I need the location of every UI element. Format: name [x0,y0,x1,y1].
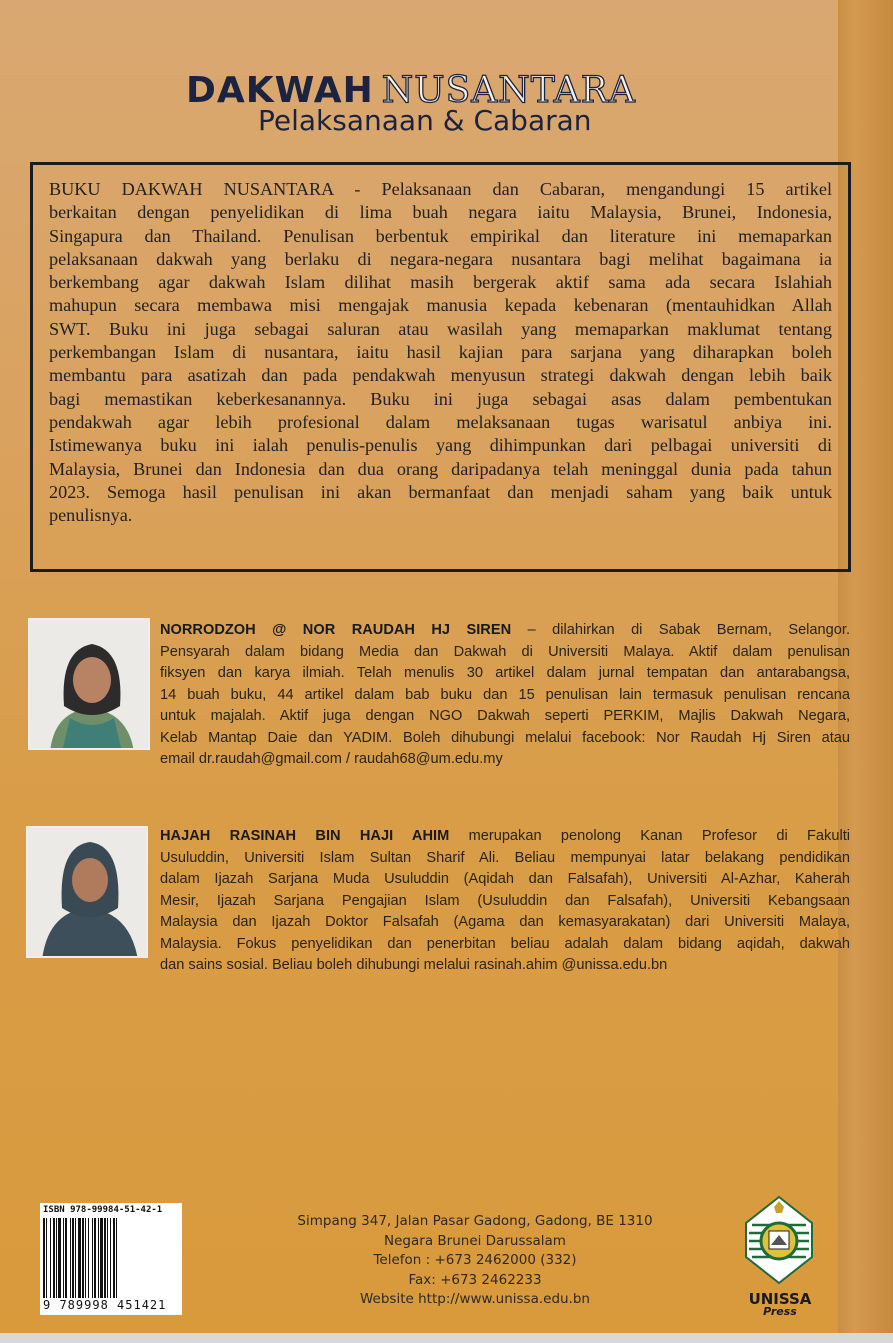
bio-line: Usuluddin, Universiti Islam Sultan Sharif Ali. Beliau mempunyai latar belakang pendidikan [160,849,850,866]
bio-line: Pensyarah dalam bidang Media dan Dakwah di Universiti Malaya. Aktif dalam penulisan [160,643,850,660]
isbn-barcode [40,1203,182,1315]
publisher-address [260,1212,690,1310]
book-subtitle: Pelaksanaan & Cabaran [258,104,592,137]
bio-line: dalam Ijazah Sarjana Muda Usuluddin (Aqidah dan Falsafah), Universiti Al-Azhar, Kaherah [160,871,850,887]
barcode-bar [117,1218,120,1298]
page-edge [0,1333,893,1343]
bio-line [160,620,850,642]
synopsis-line: Singapura dan Thailand. Penulisan berbentuk empirikal dan literature ini memaparkan [49,225,832,246]
synopsis-line: pelaksanaan dakwah yang berlaku di negara-negara nusantara bagi melihat bagaimana ia [49,248,832,269]
synopsis-line: membantu para asatizah dan pada pendakwah menyusun strategi dakwah dengan lebih baik [49,365,832,386]
author2-bio [160,826,850,977]
synopsis-line: penulisnya. [49,505,133,526]
synopsis-line: Malaysia, Brunei dan Indonesia dan dua orang daripadanya telah meninggal dunia pada tahun [49,458,832,479]
author-name: NORRODZOH @ NOR RAUDAH HJ SIREN [160,622,512,638]
bio-line: Malaysia. Fokus penyelidikan dan penerbitan beliau adalah dalam bidang aqidah, dakwah [160,935,850,952]
isbn-number: 9 789998 451421 [43,1298,167,1312]
publisher-press: Press [763,1305,797,1318]
address-line: Negara Brunei Darussalam [384,1232,566,1249]
bio-line: Malaysia dan Ijazah Doktor Falsafah (Agama dan kemasyarakatan) dari Universiti Malaya, [160,914,850,930]
synopsis-box [30,162,851,572]
phone-line: Telefon : +673 2462000 (332) [373,1252,577,1268]
bio-line: fiksyen dan karya ilmiah. Telah menulis 30 artikel dalam jurnal tempatan dan antarabangsa, [160,665,850,681]
synopsis-line: BUKU DAKWAH NUSANTARA - Pelaksanaan dan Cabaran, mengandungi 15 artikel [49,179,832,199]
author1-photo [28,618,150,750]
bio-text: – dilahirkan di Sabak Bernam, Selangor. [511,622,850,638]
isbn-label: ISBN 978-99984-51-42-1 [43,1205,163,1215]
bio-line: dan sains sosial. Beliau boleh dihubungi melalui rasinah.ahim @unissa.edu.bn [160,957,668,973]
synopsis-line: 2023. Semoga hasil penulisan ini akan bermanfaat dan menjadi saham yang baik untuk [49,481,832,502]
synopsis-line: pendakwah agar lebih profesional dalam melaksanaan tugas warisatul anbiya ini. [49,411,832,432]
address-line: Simpang 347, Jalan Pasar Gadong, Gadong, BE 1310 [297,1213,653,1229]
bio-line: untuk majalah. Aktif juga dengan NGO Dakwah seperti PERKIM, Majlis Dakwah Negara, [160,708,850,724]
synopsis-line: perkembangan Islam di nusantara, iaitu hasil kajian para sarjana yang diharapkan boleh [49,342,832,363]
bio-line: email dr.raudah@gmail.com / raudah68@um.edu.my [160,751,503,767]
synopsis-line: berkaitan dengan penyelidikan di lima buah negara iaitu Malaysia, Brunei, Indonesia, [49,202,832,223]
author1-bio [160,620,850,771]
title-word-dakwah: DAKWAH [186,70,374,111]
barcode-bars [43,1218,179,1298]
website-line: Website http://www.unissa.edu.bn [360,1291,590,1307]
bio-line [160,826,850,848]
bio-line: 14 buah buku, 44 artikel dalam bab buku dan 15 penulisan lain termasuk penulisan rencana [160,686,850,703]
synopsis-line: Istimewanya buku ini ialah penulis-penulis yang dihimpunkan dari pelbagai universiti di [49,435,832,456]
synopsis-line: bagi memastikan keberkesanannya. Buku ini juga sebagai asas dalam pembentukan [49,388,832,409]
fax-line: Fax: +673 2462233 [408,1271,542,1288]
author-name: HAJAH RASINAH BIN HAJI AHIM [160,828,450,844]
title-word-nusantara: NUSANTARA [381,70,636,111]
synopsis-line: mahupun secara membawa misi mengajak manusia kepada kebenaran (mentauhidkan Allah [49,295,832,316]
author2-photo [26,826,148,958]
publisher-unissa: UNISSA [748,1290,812,1308]
bio-line: Kelab Mantap Daie dan YADIM. Boleh dihubungi melalui facebook: Nor Raudah Hj Siren atau [160,729,850,746]
synopsis-line: SWT. Buku ini juga sebagai saluran atau wasilah yang memaparkan maklumat tentang [49,318,832,339]
publisher-name [740,1290,820,1318]
synopsis-line: berkembang agar dakwah Islam dilihat masih bergerak aktif sama ada secara Islahiah [49,272,832,293]
unissa-logo-icon [744,1195,814,1285]
bio-line: Mesir, Ijazah Sarjana Pengajian Islam (Usuluddin dan Falsafah), Universiti Kebangsaan [160,892,850,909]
bio-text: merupakan penolong Kanan Profesor di Fakulti [449,828,851,844]
